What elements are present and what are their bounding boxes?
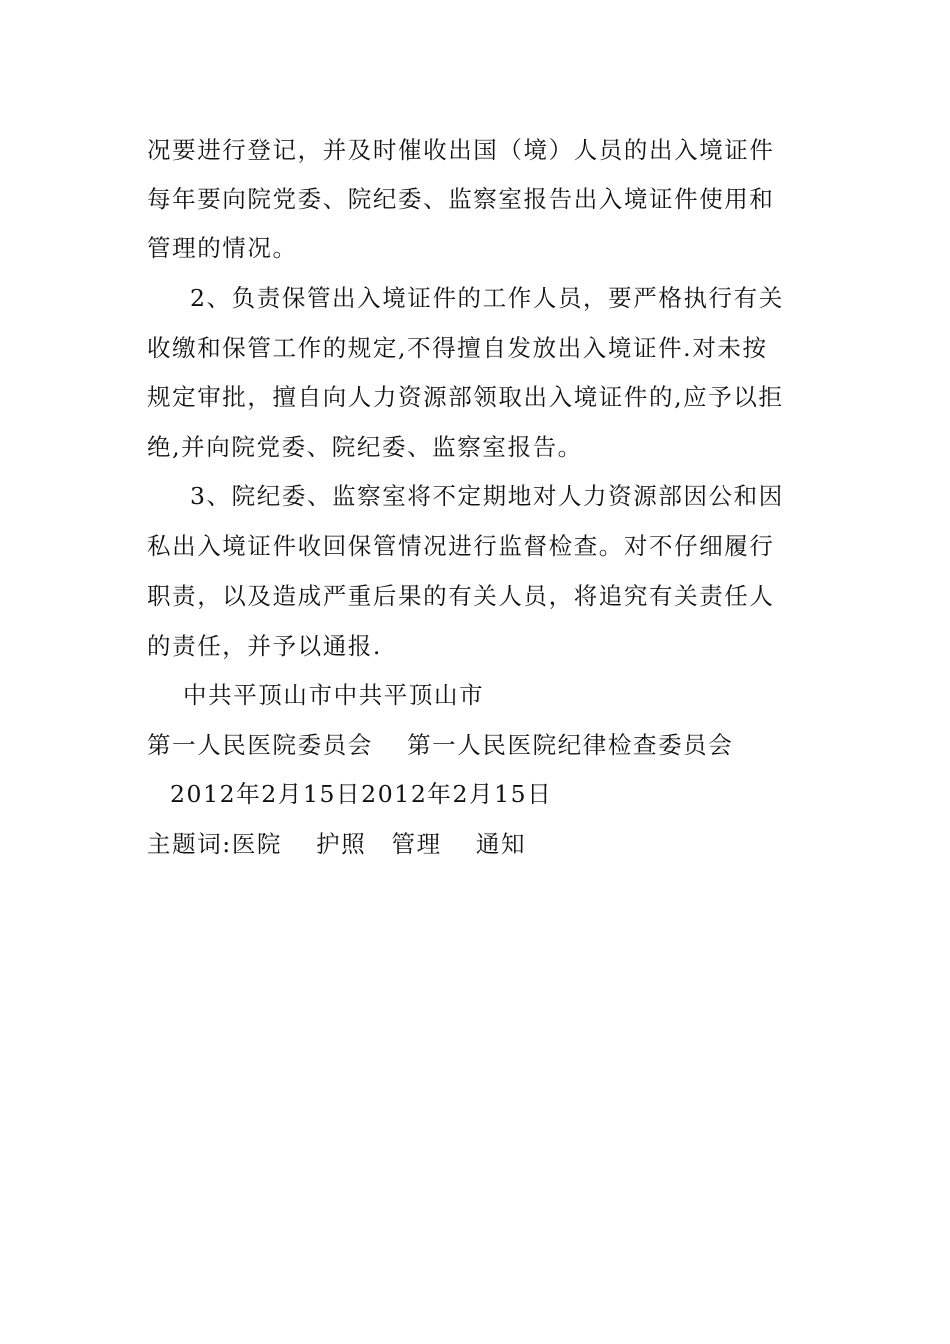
paragraph-1-line-1: 况要进行登记，并及时催收出国（境）人员的出入境证件	[147, 136, 775, 164]
paragraph-2-line-3: 规定审批，擅自向人力资源部领取出入境证件的,应予以拒	[147, 383, 784, 411]
paragraph-2-line-2: 收缴和保管工作的规定,不得擅自发放出入境证件.对未按	[147, 334, 768, 362]
paragraph-3-line-3: 职责，以及造成严重后果的有关人员，将追究有关责任人	[147, 582, 775, 610]
subject-keywords: 主题词:医院 护照 管理 通知	[147, 830, 527, 858]
paragraph-3-line-4: 的责任，并予以通报.	[147, 632, 382, 660]
paragraph-3-line-1: 3、院纪委、监察室将不定期地对人力资源部因公和因	[190, 482, 784, 510]
signature-issuers: 中共平顶山市中共平顶山市	[183, 681, 485, 709]
paragraph-1-line-2: 每年要向院党委、院纪委、监察室报告出入境证件使用和	[147, 185, 775, 213]
paragraph-2-line-4: 绝,并向院党委、院纪委、监察室报告。	[147, 433, 583, 461]
paragraph-2-line-1: 2、负责保管出入境证件的工作人员，要严格执行有关	[190, 284, 784, 312]
signature-committees: 第一人民医院委员会 第一人民医院纪律检查委员会	[147, 731, 734, 759]
paragraph-1-line-3: 管理的情况。	[147, 234, 298, 262]
paragraph-3-line-2: 私出入境证件收回保管情况进行监督检查。对不仔细履行	[147, 532, 775, 560]
signature-dates: 2012年2月15日2012年2月15日	[170, 780, 553, 808]
